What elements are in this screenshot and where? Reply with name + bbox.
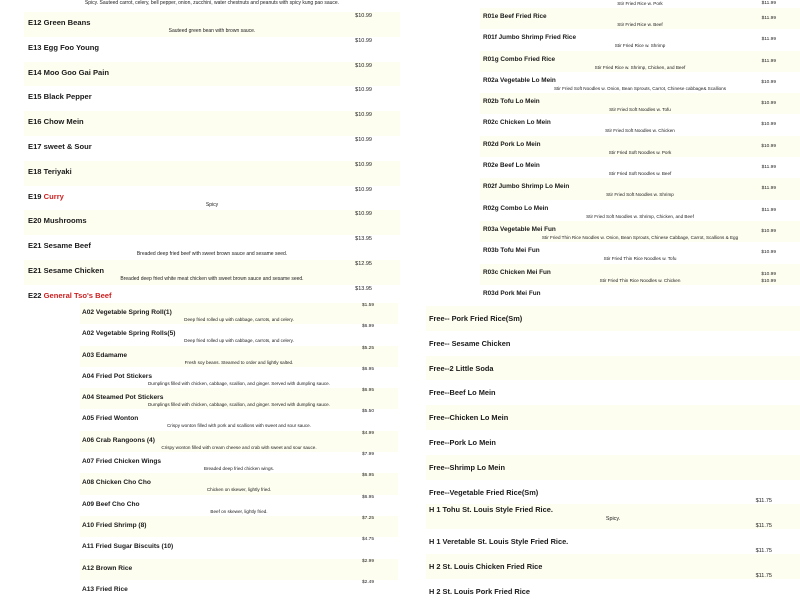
item-price: $6.95: [361, 473, 374, 479]
item-price: $10.99: [355, 87, 372, 94]
item-name: A05 Fried Wonton: [82, 415, 139, 423]
menu-item-a07[interactable]: [80, 452, 398, 473]
item-price: $11.75: [755, 572, 772, 579]
item-price: $4.75: [361, 537, 374, 543]
menu-item-e21-chicken[interactable]: [24, 260, 400, 285]
item-name: A07 Fried Chicken Wings: [82, 458, 162, 466]
item-price: $4.99: [361, 430, 374, 436]
item-description: Deep fried rolled up with cabbage, carrots, and celery.: [184, 317, 294, 322]
item-name: A11 Fried Sugar Biscuits (10): [82, 543, 174, 551]
menu-item-h2-chicken[interactable]: [426, 547, 800, 579]
item-name-highlight: General Tso's Beef: [43, 290, 112, 300]
item-name: H 1 Tohu St. Louis Style Fried Rice.: [429, 505, 553, 515]
item-price: $10.99: [355, 62, 372, 69]
item-description: Spicy: [205, 201, 219, 208]
menu-item-r02a[interactable]: [480, 72, 800, 93]
item-price: $13.95: [355, 236, 372, 243]
appetizers-menu-section: [80, 303, 398, 600]
item-description: Stir Fried Soft Noodles w. Shrimp, Chicken, and Beef: [586, 213, 694, 219]
item-name: A03 Edamame: [82, 351, 128, 359]
item-price: $10.99: [355, 13, 372, 19]
menu-item-a06[interactable]: [80, 431, 398, 452]
menu-item-e17[interactable]: [24, 136, 400, 161]
menu-item-free-pork-lo-mein[interactable]: [426, 430, 800, 455]
item-name: A04 Steamed Pot Stickers: [82, 394, 164, 402]
item-description: Stir Fried Rice w. Shrimp, Chicken, and Beef: [594, 64, 686, 70]
menu-item-a10[interactable]: [80, 516, 398, 537]
item-description: Breaded deep fried chicken wings.: [203, 466, 275, 472]
item-description: Stir Fried Soft Noodles w. Chicken: [605, 128, 675, 134]
menu-item-e18[interactable]: [24, 161, 400, 186]
item-description: Dumplings filled with chicken, cabbage, scallion, and ginger. Served with dumpling sauce.: [147, 402, 331, 408]
item-price: $10.99: [761, 228, 776, 234]
menu-item-r03b[interactable]: [480, 242, 800, 263]
item-description: Crispy wonton filled with pork and scallions with sweet and sour sauce.: [166, 423, 311, 429]
menu-item-e19[interactable]: [24, 186, 400, 211]
menu-item-r03c[interactable]: [480, 264, 800, 285]
item-name: E17 sweet & Sour: [28, 141, 92, 151]
menu-item-free-sesame-chicken[interactable]: [426, 331, 800, 356]
item-name: E12 Green Beans: [28, 18, 91, 27]
item-description: Stir Fried Soft Noodles w. Beef: [608, 171, 672, 177]
item-name: R03c Chicken Mei Fun: [483, 268, 551, 276]
item-name: H 1 Veretable St. Louis Style Fried Rice.: [429, 537, 569, 547]
menu-item-h1-vegetable[interactable]: [426, 523, 800, 554]
item-description: Breaded deep fried white meat chicken with sweet brown sauce and sesame seed.: [120, 275, 304, 282]
item-description: Stir Fried Thin Rice Noodles w. Tofu: [603, 256, 677, 262]
item-price: $10.99: [761, 101, 776, 107]
item-name: Free--Vegetable Fried Rice(Sm): [429, 487, 539, 497]
item-price: $6.95: [361, 388, 374, 394]
menu-item-r02c[interactable]: [480, 114, 800, 135]
menu-item-a05[interactable]: [80, 409, 398, 430]
menu-item-r02g[interactable]: [480, 200, 800, 221]
menu-item-e15[interactable]: [24, 86, 400, 111]
item-price: $5.25: [361, 345, 374, 351]
item-name: Free-- Sesame Chicken: [429, 338, 511, 348]
item-description: Crispy wonton filled with cream cheese and crab with sweet and sour sauce.: [161, 444, 317, 450]
entrees-menu-section: [24, 0, 400, 304]
item-price: $10.99: [355, 37, 372, 44]
item-description: Stir Fried Soft Noodles w. Tofu: [609, 107, 671, 113]
menu-item-h1-tohu[interactable]: [426, 498, 800, 529]
menu-item-r02b[interactable]: [480, 93, 800, 114]
menu-item-free-chicken-lo-mein[interactable]: [426, 405, 800, 430]
item-price: $10.99: [761, 271, 776, 277]
item-description: Sauteed green bean with brown sauce.: [168, 28, 256, 34]
item-price: $2.49: [361, 579, 374, 585]
menu-item-a04-fried[interactable]: [80, 367, 398, 388]
rice-noodles-menu-section: [480, 0, 800, 300]
item-name: R03d Pork Mei Fun: [483, 289, 541, 297]
item-price: $10.99: [355, 136, 372, 143]
item-name: E16 Chow Mein: [28, 117, 84, 127]
item-name: R03b Tofu Mei Fun: [483, 247, 540, 255]
menu-item-e16[interactable]: [24, 111, 400, 136]
item-price: $11.75: [755, 498, 772, 505]
item-price: $6.99: [361, 324, 374, 330]
menu-item-description-row: [24, 0, 400, 12]
item-name: E14 Moo Goo Gai Pain: [28, 67, 110, 77]
item-name: Free--Chicken Lo Mein: [429, 413, 509, 423]
item-price: $10.99: [355, 211, 372, 218]
item-name: Free-- Pork Fried Rice(Sm): [429, 314, 523, 323]
item-name: A08 Chicken Cho Cho: [82, 479, 151, 487]
item-name-highlight: Curry: [43, 191, 64, 201]
menu-item-a09[interactable]: [80, 495, 398, 516]
item-price: $10.99: [761, 143, 776, 149]
item-name: A06 Crab Rangoons (4): [82, 436, 155, 444]
menu-item-h2-pork[interactable]: [426, 572, 800, 600]
menu-item-e12[interactable]: [24, 12, 400, 37]
menu-item-a08[interactable]: [80, 473, 398, 494]
menu-item-r03a[interactable]: [480, 221, 800, 242]
menu-item-a04-steamed[interactable]: [80, 388, 398, 409]
item-price: $10.99: [761, 79, 776, 85]
menu-item-e20[interactable]: [24, 210, 400, 235]
menu-item-r01g[interactable]: [480, 51, 800, 72]
item-name: Free--2 Little Soda: [429, 363, 494, 373]
item-name: H 2 St. Louis Pork Fried Rice: [429, 586, 531, 596]
menu-item-free-beef-lo-mein[interactable]: [426, 380, 800, 405]
item-description: Fresh soy beans. Steamed to order and lightly salted.: [184, 359, 294, 365]
item-price: $13.95: [355, 285, 372, 292]
item-name: A09 Beef Cho Cho: [82, 500, 140, 508]
item-code: E19: [28, 191, 44, 201]
item-price: $11.75: [755, 523, 772, 530]
item-name: R01f Jumbo Shrimp Fried Rice: [483, 34, 577, 42]
item-price: $10.99: [355, 186, 372, 193]
item-name: R01e Beef Fried Rice: [483, 13, 547, 20]
item-price: $12.95: [355, 260, 372, 267]
item-name: E21 Sesame Beef: [28, 241, 91, 251]
item-name: Free--Beef Lo Mein: [429, 388, 496, 398]
item-description: Stir Fried Soft Noodles w. Pork: [608, 149, 672, 155]
item-name: R02b Tofu Lo Mein: [483, 98, 540, 106]
item-price: $7.25: [361, 515, 374, 521]
item-price: $6.95: [361, 366, 374, 372]
item-description: Stir Fried Rice w. Shrimp: [614, 43, 666, 49]
item-price: $10.99: [761, 250, 776, 256]
menu-item-r02d[interactable]: [480, 136, 800, 157]
free-items-menu-section: [426, 306, 800, 600]
item-description: Deep fried rolled up with cabbage, carrots, and celery.: [184, 338, 294, 344]
item-name: R03a Vegetable Mei Fun: [483, 225, 556, 233]
item-name: A12 Brown Rice: [82, 564, 133, 572]
item-price: $7.99: [361, 452, 374, 458]
item-code: E22: [28, 290, 44, 300]
item-name: E13 Egg Foo Young: [28, 42, 100, 52]
menu-item-r02e[interactable]: [480, 157, 800, 178]
item-price: $11.99: [761, 186, 776, 192]
item-name: R02c Chicken Lo Mein: [483, 119, 551, 127]
menu-item-e22[interactable]: [24, 285, 400, 304]
menu-item-r02f[interactable]: [480, 178, 800, 199]
item-price: $10.99: [761, 122, 776, 128]
item-description: Stir Fried Rice w. Beef: [617, 22, 663, 27]
item-price: $6.95: [361, 494, 374, 500]
item-description: Chicken on skewer, lightly fried.: [206, 487, 272, 493]
menu-item-free-pork-fried-rice[interactable]: [426, 306, 800, 331]
item-price: $11.99: [761, 37, 776, 43]
item-description: Spicy. Sauteed carrot, celery, bell pepper, onion, zucchini, water chestnuts and peanuts with spicy kung pao sauce.: [84, 0, 340, 6]
menu-item-e14[interactable]: [24, 62, 400, 87]
item-description: Stir Fried Soft Noodles w. Onion, Bean Sprouts, Carrot, Chinese cabbage& Scallions: [553, 85, 727, 91]
item-price: $5.50: [361, 409, 374, 415]
menu-item-e13[interactable]: [24, 37, 400, 62]
item-price: $11.99: [761, 1, 776, 6]
item-description: Stir Fried Soft Noodles w. Shrimp: [606, 192, 674, 198]
menu-item-free-vegetable-fried-rice[interactable]: [426, 480, 800, 505]
item-name: Free--Shrimp Lo Mein: [429, 462, 505, 472]
item-price: $10.99: [355, 112, 372, 119]
item-price: $11.99: [761, 58, 776, 64]
item-name: [28, 291, 112, 300]
item-price: $1.59: [361, 303, 374, 308]
menu-item-a03[interactable]: [80, 346, 398, 367]
item-name: E18 Teriyaki: [28, 166, 72, 176]
item-name: A13 Fried Rice: [82, 585, 128, 593]
menu-item-r01f[interactable]: [480, 29, 800, 50]
item-description: Stir Fried Rice w. Pork: [617, 1, 663, 6]
item-name: E21 Sesame Chicken: [28, 265, 104, 275]
menu-item-free-shrimp-lo-mein[interactable]: [426, 455, 800, 480]
menu-item-free-little-soda[interactable]: [426, 356, 800, 381]
item-name: A10 Fried Shrimp (8): [82, 521, 147, 529]
item-name: [28, 192, 64, 201]
item-price: $10.99: [355, 161, 372, 168]
menu-item-a12[interactable]: [80, 559, 398, 580]
item-description: Stir Fried Thin Rice Noodles w. Chicken: [599, 277, 681, 283]
item-description: Spicy.: [605, 516, 621, 523]
menu-item-r01e[interactable]: [480, 8, 800, 29]
item-name: H 2 St. Louis Chicken Fried Rice: [429, 561, 543, 571]
item-name: Free--Pork Lo Mein: [429, 437, 496, 447]
item-description: Dumplings filled with chicken, cabbage, scallion, and ginger. Served with dumpling sauce.: [147, 380, 331, 386]
item-name: A02 Vegetable Spring Roll(1): [82, 309, 172, 316]
item-price: $11.99: [761, 165, 776, 171]
item-price: $2.99: [361, 558, 374, 564]
item-price: $10.99: [761, 278, 776, 284]
item-name: R02a Vegetable Lo Mein: [483, 76, 556, 84]
item-price: $11.99: [761, 16, 776, 21]
item-name: R02e Beef Lo Mein: [483, 162, 540, 170]
item-description: Breaded deep fried beef with sweet brown sauce and sesame seed.: [136, 251, 288, 258]
item-name: E15 Black Pepper: [28, 92, 92, 102]
menu-item-description-row: [480, 0, 800, 8]
menu-item-a11[interactable]: [80, 537, 398, 558]
item-name: R02d Pork Lo Mein: [483, 140, 541, 148]
item-name: R01g Combo Fried Rice: [483, 55, 556, 63]
item-description: Stir Fried Thin Rice Noodles w. Onion, Bean Sprouts, Chinese Cabbage, Carrot, Scallions & Egg: [541, 234, 739, 240]
menu-item-a02-5[interactable]: [80, 324, 398, 345]
item-name: A02 Vegetable Spring Rolls(5): [82, 330, 176, 338]
menu-item-a02-1[interactable]: [80, 303, 398, 324]
item-name: E20 Mushrooms: [28, 216, 87, 226]
menu-item-e21-beef[interactable]: [24, 235, 400, 260]
item-price: $11.75: [755, 547, 772, 554]
item-name: R02g Combo Lo Mein: [483, 204, 549, 212]
item-name: A04 Fried Pot Stickers: [82, 372, 152, 380]
menu-item-a13[interactable]: [80, 580, 398, 600]
item-price: $11.99: [761, 207, 776, 213]
item-description: Beef on skewer, lightly fried.: [210, 508, 268, 514]
item-name: R02f Jumbo Shrimp Lo Mein: [483, 183, 570, 191]
